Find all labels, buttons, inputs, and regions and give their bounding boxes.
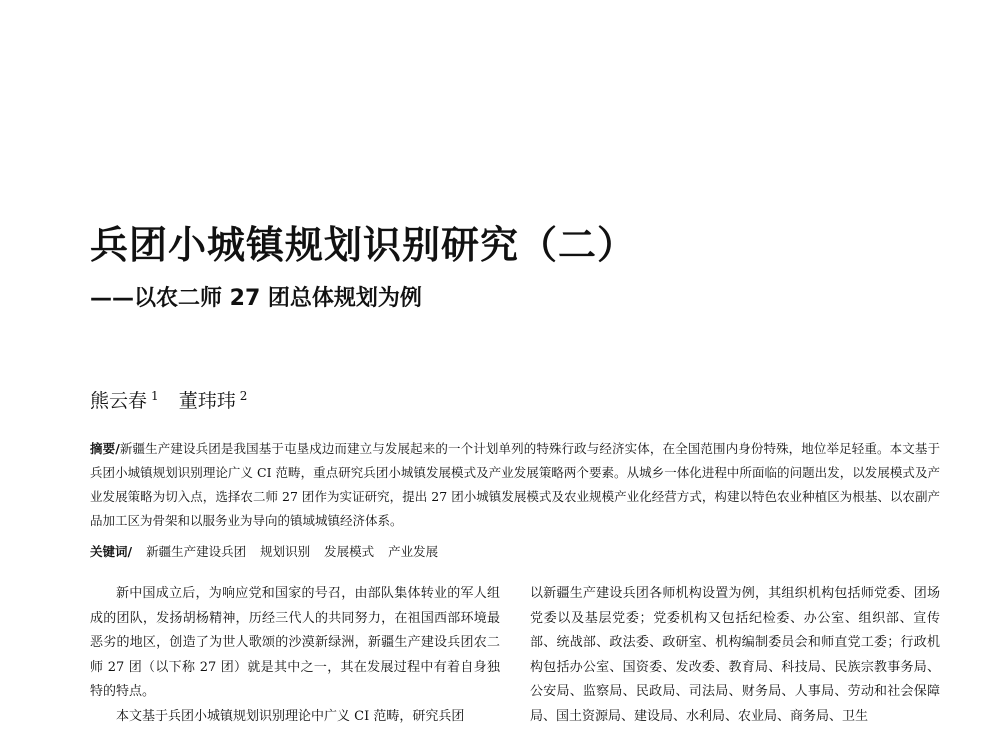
- body-column-right: [530, 582, 940, 729]
- body-paragraph: 以新疆生产建设兵团各师机构设置为例，其组织机构包括师党委、团场党委以及基层党委；党委机构又包括纪检委、办公室、组织部、宣传部、统战部、政法委、政研室、机构编制委员会和师直党工委；行政机构包括办公室、国资委、发改委、教育局、科技局、民族宗教事务局、公安局、监察局、民政局、司法局、财务局、人事局、劳动和社会保障局、国土资源局、建设局、水利局、农业局、商务局、卫生: [530, 586, 940, 724]
- author-name: 董玮玮: [178, 390, 236, 412]
- paper-title: 兵团小城镇规划识别研究（二）: [90, 223, 637, 267]
- author-name: 熊云春: [90, 390, 148, 412]
- body-paragraph: 新中国成立后，为响应党和国家的号召，由部队集体转业的军人组成的团队，发扬胡杨精神，历经三代人的共同努力，在祖国西部环境最恶劣的地区，创造了为世人歌颂的沙漠新绿洲，新疆生产建设兵团农二师 27 团（以下称 27 团）就是其中之一，其在发展过程中有着自身独特的特点。: [90, 586, 500, 699]
- body-column-left: [90, 582, 500, 729]
- keywords-label: 关键词/: [90, 544, 133, 559]
- abstract-label: 摘要/: [90, 441, 120, 456]
- author-affiliation-marker: 1: [151, 388, 159, 403]
- author-list: [90, 386, 261, 413]
- keyword: 新疆生产建设兵团: [146, 544, 247, 559]
- paper-subtitle: ——以农二师 27 团总体规划为例: [90, 286, 422, 311]
- keyword: 规划识别: [260, 544, 311, 559]
- keyword: 发展模式: [324, 544, 375, 559]
- body-paragraph: 本文基于兵团小城镇规划识别理论中广义 CI 范畴，研究兵团: [116, 708, 465, 724]
- keywords: [90, 542, 940, 562]
- author-2: [179, 390, 248, 412]
- abstract: [90, 437, 940, 533]
- author-1: [90, 390, 159, 412]
- author-affiliation-marker: 2: [239, 388, 248, 403]
- keyword: 产业发展: [388, 544, 439, 559]
- abstract-text: 新疆生产建设兵团是我国基于屯垦戍边而建立与发展起来的一个计划单列的特殊行政与经济实体，在全国范围内身份特殊，地位举足轻重。本文基于兵团小城镇规划识别理论广义 CI 范畴，重点研究兵团小城镇发展模式及产业发展策略两个要素。从城乡一体化进程中所面临的问题出发，以发展模式及产业发展策略为切入点，选择农二师 27 团作为实证研究，提出 27 团小城镇发展模式及农业规模产业化经营方式，构建以特色农业种植区为根基、以农副产品加工区为骨架和以服务业为导向的镇域城镇经济体系。: [90, 441, 940, 528]
